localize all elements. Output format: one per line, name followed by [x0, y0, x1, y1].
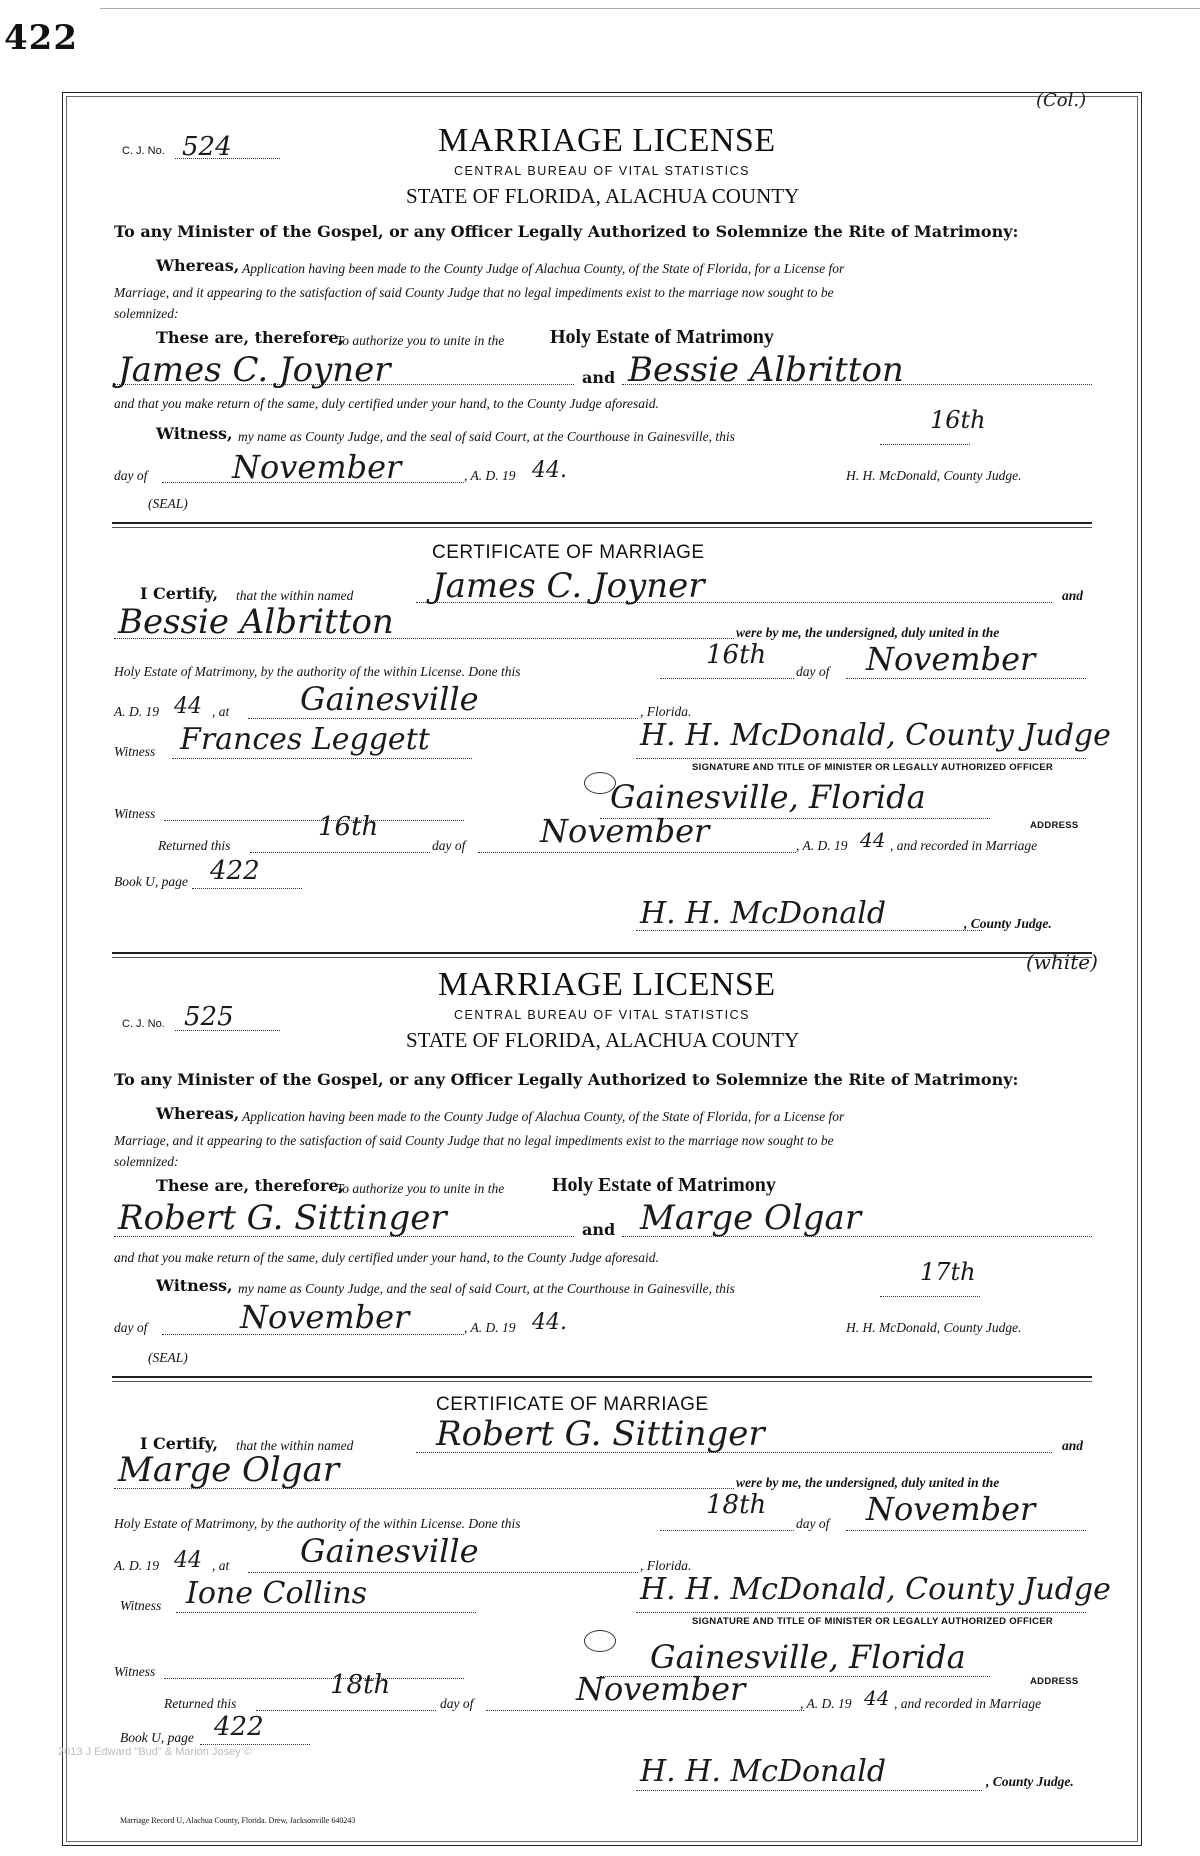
corner-note: (Col.) [1036, 90, 1087, 111]
seal-label: (SEAL) [148, 1350, 188, 1365]
judge-name: H. H. McDonald, County Judge. [846, 1320, 1022, 1335]
returned-label: Returned this [164, 1696, 237, 1711]
officer-line [636, 1612, 1086, 1613]
within-named: that the within named [236, 1438, 354, 1453]
book-label: Book U, page [120, 1730, 194, 1745]
i-certify: I Certify, [140, 584, 219, 603]
at-label: , at [212, 704, 230, 719]
ad-label: , A. D. 19 [464, 468, 516, 483]
returned-month: November [576, 1670, 746, 1708]
divider [112, 952, 1092, 954]
state-county: STATE OF FLORIDA, ALACHUA COUNTY [406, 1028, 800, 1052]
book-page-line [200, 1744, 310, 1745]
holy-text: Holy Estate of Matrimony, by the authority of the within License. Done this [114, 664, 521, 679]
groom-name: Robert G. Sittinger [436, 1414, 765, 1454]
ad-label: A. D. 19 [114, 1558, 159, 1573]
holy-estate: Holy Estate of Matrimony [552, 1174, 776, 1196]
cj-label: C. J. No. [122, 1018, 165, 1030]
place-line [248, 1572, 638, 1573]
day-number: 16th [930, 406, 986, 434]
book-page: 422 [210, 856, 260, 886]
groom-name: James C. Joyner [432, 566, 705, 606]
county-judge-label: , County Judge. [986, 1774, 1074, 1789]
page-number: 422 [4, 18, 78, 58]
day-line [660, 678, 794, 679]
month: November [866, 640, 1036, 678]
and-word: and [582, 1220, 616, 1239]
year: 44. [532, 1310, 567, 1335]
at-label: , at [212, 1558, 230, 1573]
i-certify: I Certify, [140, 1434, 219, 1453]
divider-thin [112, 957, 1092, 958]
bureau-name: CENTRAL BUREAU OF VITAL STATISTICS [454, 164, 750, 178]
day-number: 18th [706, 1490, 767, 1520]
address: Gainesville, Florida [610, 778, 926, 816]
returned-day: 16th [318, 812, 379, 842]
returned-day-line [250, 852, 430, 853]
returned-day: 18th [330, 1670, 391, 1700]
day-of-label: day of [114, 1320, 148, 1335]
cj-number: 524 [182, 132, 232, 162]
month-line [846, 1530, 1086, 1531]
address-line: To any Minister of the Gospel, or any Officer Legally Authorized to Solemnize the Rite of Matrimony: [114, 1070, 1019, 1089]
officer-line [636, 758, 1086, 759]
divider [112, 522, 1092, 524]
address: Gainesville, Florida [650, 1638, 966, 1676]
witness-2-label: Witness [114, 1664, 156, 1679]
witness-word: Witness, [156, 424, 233, 443]
month: November [866, 1490, 1036, 1528]
witness-text: my name as County Judge, and the seal of said Court, at the Courthouse in Gainesville, this [238, 429, 735, 444]
bride-name: Marge Olgar [118, 1450, 340, 1490]
whereas-text-3: solemnized: [114, 306, 179, 321]
copyright-watermark: 2013 J Edward "Bud" & Marion Josey © [58, 1746, 252, 1758]
whereas-word: Whereas, [156, 256, 240, 275]
stamp-icon [584, 1630, 616, 1652]
day-of-label: day of [796, 664, 830, 679]
bride-name: Marge Olgar [640, 1198, 862, 1238]
witness-line [176, 1612, 476, 1613]
day-number: 17th [920, 1258, 976, 1286]
address-caption: ADDRESS [1030, 820, 1079, 831]
witness-2-line [164, 820, 464, 821]
divider [112, 1376, 1092, 1378]
these-word: These are, therefore, [156, 1176, 345, 1195]
whereas-text-1: Application having been made to the County Judge of Alachua County, of the State of Florida, for a License for [242, 261, 845, 276]
witness-word: Witness, [156, 1276, 233, 1295]
recorded-text: , and recorded in Marriage [890, 838, 1038, 853]
witness-label: Witness [120, 1598, 162, 1613]
returned-day-line [256, 1710, 436, 1711]
ad-label: , A. D. 19 [464, 1320, 516, 1335]
month: November [240, 1298, 410, 1336]
address-line: To any Minister of the Gospel, or any Officer Legally Authorized to Solemnize the Rite of Matrimony: [114, 222, 1019, 241]
witness-1: Frances Leggett [180, 722, 430, 757]
judge-name: H. H. McDonald, County Judge. [846, 468, 1022, 483]
returned-ad: , A. D. 19 [796, 838, 848, 853]
divider-thin [112, 1381, 1092, 1382]
and-word: and [1062, 1438, 1084, 1453]
year: 44 [174, 1548, 202, 1573]
seal-label: (SEAL) [148, 496, 188, 511]
signature-caption: SIGNATURE AND TITLE OF MINISTER OR LEGALLY AUTHORIZED OFFICER [692, 762, 1054, 773]
signature-caption: SIGNATURE AND TITLE OF MINISTER OR LEGALLY AUTHORIZED OFFICER [692, 1616, 1054, 1627]
and-word: and [582, 368, 616, 387]
holy-text: Holy Estate of Matrimony, by the authority of the within License. Done this [114, 1516, 521, 1531]
these-word: These are, therefore, [156, 328, 345, 347]
whereas-text-1: Application having been made to the County Judge of Alachua County, of the State of Florida, for a License for [242, 1109, 845, 1124]
groom-name: James C. Joyner [118, 350, 391, 390]
day-number: 16th [706, 640, 767, 670]
returned-month-line [486, 1710, 804, 1711]
returned-label: Returned this [158, 838, 231, 853]
place: Gainesville [300, 1532, 479, 1570]
day-of-label: day of [796, 1516, 830, 1531]
month: November [232, 448, 402, 486]
bride-name: Bessie Albritton [628, 350, 904, 390]
return-text: and that you make return of the same, duly certified under your hand, to the County Judge aforesaid. [114, 396, 659, 411]
whereas-text-2: Marriage, and it appearing to the satisfaction of said County Judge that no legal impediments exist to the marriage now sought to be [114, 1133, 834, 1148]
certificate-title: CERTIFICATE OF MARRIAGE [436, 1394, 709, 1415]
license-title: MARRIAGE LICENSE [438, 122, 776, 159]
these-text: To authorize you to unite in the [336, 333, 505, 348]
day-line [880, 1296, 980, 1297]
and-word: and [1062, 588, 1084, 603]
whereas-text-3: solemnized: [114, 1154, 179, 1169]
day-line [660, 1530, 794, 1531]
top-edge-line [100, 8, 1200, 9]
groom-name: Robert G. Sittinger [118, 1198, 447, 1238]
bureau-name: CENTRAL BUREAU OF VITAL STATISTICS [454, 1008, 750, 1022]
book-label: Book U, page [114, 874, 188, 889]
return-text: and that you make return of the same, duly certified under your hand, to the County Judge aforesaid. [114, 1250, 659, 1265]
ad-label: A. D. 19 [114, 704, 159, 719]
these-text: To authorize you to unite in the [336, 1181, 505, 1196]
certificate-title: CERTIFICATE OF MARRIAGE [432, 542, 705, 563]
returned-year: 44 [864, 1686, 890, 1710]
witness-2-line [164, 1678, 464, 1679]
witness-text: my name as County Judge, and the seal of said Court, at the Courthouse in Gainesville, this [238, 1281, 735, 1296]
whereas-word: Whereas, [156, 1104, 240, 1123]
florida-label: , Florida. [640, 704, 692, 719]
within-named: that the within named [236, 588, 354, 603]
returned-year: 44 [860, 828, 886, 852]
year: 44 [174, 694, 202, 719]
footer-print-info: Marriage Record U, Alachua County, Florida. Drew, Jacksonville 640243 [120, 1816, 356, 1825]
united-text: were by me, the undersigned, duly united in the [736, 1475, 1000, 1490]
witness-line [172, 758, 472, 759]
recorded-text: , and recorded in Marriage [894, 1696, 1042, 1711]
returned-month: November [540, 812, 710, 850]
year: 44. [532, 458, 567, 483]
license-title: MARRIAGE LICENSE [438, 966, 776, 1003]
witness-2-label: Witness [114, 806, 156, 821]
day-line [880, 444, 970, 445]
book-page: 422 [214, 1712, 264, 1742]
returned-day-of: day of [432, 838, 466, 853]
book-page-line [192, 888, 302, 889]
cj-label: C. J. No. [122, 145, 165, 157]
judge-signature: H. H. McDonald [640, 896, 887, 931]
witness-label: Witness [114, 744, 156, 759]
address-caption: ADDRESS [1030, 1676, 1079, 1687]
day-of-label: day of [114, 468, 148, 483]
county-judge-label: , County Judge. [964, 916, 1052, 931]
florida-label: , Florida. [640, 1558, 692, 1573]
month-line [846, 678, 1086, 679]
returned-day-of: day of [440, 1696, 474, 1711]
holy-estate: Holy Estate of Matrimony [550, 326, 774, 348]
officer-signature: H. H. McDonald, County Judge [640, 1572, 1111, 1607]
judge-signature: H. H. McDonald [640, 1754, 887, 1789]
returned-month-line [478, 852, 796, 853]
corner-note: (white) [1026, 950, 1098, 974]
returned-ad: , A. D. 19 [800, 1696, 852, 1711]
witness-1: Ione Collins [186, 1576, 368, 1611]
bride-name: Bessie Albritton [118, 602, 394, 642]
state-county: STATE OF FLORIDA, ALACHUA COUNTY [406, 184, 800, 208]
judge-line [636, 1790, 982, 1791]
divider-thin [112, 527, 1092, 528]
united-text: were by me, the undersigned, duly united in the [736, 625, 1000, 640]
cj-number: 525 [184, 1002, 234, 1032]
whereas-text-2: Marriage, and it appearing to the satisfaction of said County Judge that no legal impediments exist to the marriage now sought to be [114, 285, 834, 300]
place-line [248, 718, 638, 719]
officer-signature: H. H. McDonald, County Judge [640, 718, 1111, 753]
place: Gainesville [300, 680, 479, 718]
